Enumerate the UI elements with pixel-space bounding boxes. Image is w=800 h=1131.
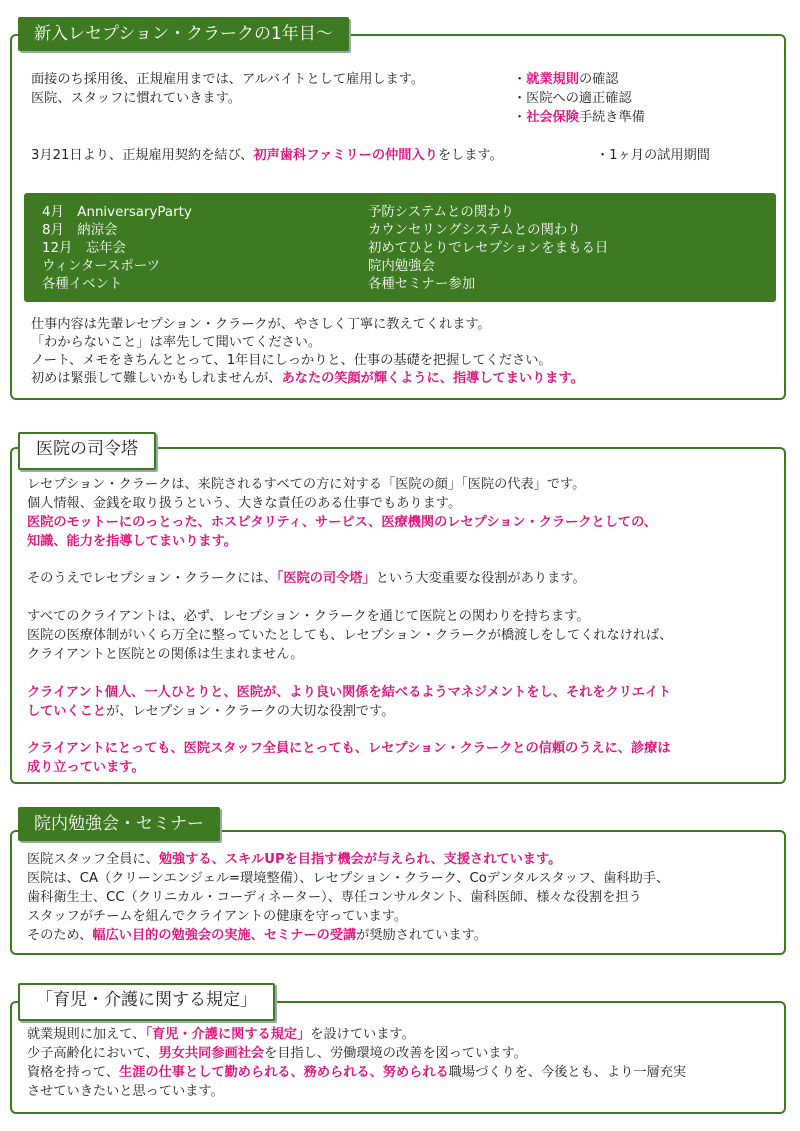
s4-line-2: 少子高齢化において、男女共同参画社会を目指し、労働環境の改善を図っています。: [27, 1046, 527, 1061]
command-center-highlight: 「医院の司令塔」: [276, 571, 376, 586]
s3-line-3: 歯科衛生士、CC（クリニカル・コーディネーター）、専任コンサルタント、歯科医師、様々な役割を担う: [27, 890, 642, 905]
s2-line-3: そのうえでレセプション・クラークには、「医院の司令塔」という大変重要な役割があります。: [27, 571, 586, 586]
career-highlight: 生涯の仕事として勤められる、務められる、努められる: [119, 1065, 449, 1080]
seminar-highlight: 幅広い目的の勉強会の実施、セミナーの受講: [92, 928, 357, 943]
event-item: カウンセリングシステムとの関わり: [368, 223, 581, 238]
section-first-year-title: 新入レセプション・クラークの1年目〜: [18, 17, 349, 51]
family-highlight: 初声歯科ファミリーの仲間入り: [253, 148, 438, 163]
s2-highlight-2: 知識、能力を指導してまいります。: [27, 534, 237, 549]
creating-highlight: していくこと: [27, 704, 107, 719]
s2-line-2: 個人情報、金銭を取り扱うという、大きな責任のある仕事でもあります。: [27, 496, 462, 511]
events-left-column: [42, 204, 192, 294]
event-item: ウィンタースポーツ: [42, 259, 160, 274]
section-command-center-title: 医院の司令塔: [18, 432, 156, 470]
s1-line-2: 医院、スタッフに慣れていきます。: [31, 91, 241, 106]
rules-highlight: 「育児・介護に関する規定」: [145, 1027, 311, 1042]
s1-para-4: 初めは緊張して難しいかもしれませんが、あなたの笑顔が輝くように、指導してまいります。: [31, 371, 584, 386]
s4-line-3: 資格を持って、生涯の仕事として勤められる、務められる、努められる職場づくりを、今後とも、より一層充実: [27, 1065, 687, 1080]
s3-line-2: 医院は、CA（クリーンエンジェル=環境整備）、レセプション・クラーク、Coデンタルスタッフ、歯科助手、: [27, 871, 670, 886]
s2-line-5: 医院の医療体制がいくら万全に整っていたとしても、レセプション・クラークが橋渡しをしてくれなければ、: [27, 628, 673, 643]
event-item: 4月 AnniversaryParty: [42, 205, 192, 220]
equality-highlight: 男女共同参画社会: [158, 1046, 265, 1061]
insurance-highlight: 社会保険: [526, 110, 579, 125]
smile-highlight: あなたの笑顔が輝くように、指導してまいります。: [281, 371, 584, 386]
s2-highlight-4: クライアントにとっても、医院スタッフ全員にとっても、レセプション・クラークとの信頼のうえに、診療は: [27, 741, 671, 756]
s1-trial-period: ・1ヶ月の試用期間: [596, 148, 710, 163]
s3-line-5: そのため、幅広い目的の勉強会の実施、セミナーの受講が奨励されています。: [27, 928, 487, 943]
s1-bullet-clinic-check: ・医院への適正確認: [513, 91, 632, 106]
s2-line-4: すべてのクライアントは、必ず、レセプション・クラークを通じて医院との関わりを持ちます。: [27, 609, 590, 624]
s1-para-1: 仕事内容は先輩レセプション・クラークが、やさしく丁寧に教えてくれます。: [31, 317, 491, 332]
s1-para-2: 「わからないこと」は率先して聞いてください。: [31, 335, 322, 350]
event-item: 各種イベント: [42, 277, 123, 292]
event-item: 各種セミナー参加: [368, 277, 476, 292]
s4-line-1: 就業規則に加えて、「育児・介護に関する規定」を設けています。: [27, 1027, 415, 1042]
s2-highlight-3: クライアント個人、一人ひとりと、医院が、より良い関係を結べるようマネジメントをし、それをクリエイト: [27, 685, 672, 700]
s2-highlight-5: 成り立っています。: [27, 760, 145, 775]
event-item: 12月 忘年会: [42, 241, 126, 256]
s3-line-1: 医院スタッフ全員に、勉強する、スキルUPを目指す機会が与えられ、支援されています。: [27, 852, 562, 867]
s1-contract-line: 3月21日より、正規雇用契約を結び、初声歯科ファミリーの仲間入りをします。: [31, 148, 503, 163]
work-rules-highlight: 就業規則: [526, 72, 579, 87]
s2-highlight-1: 医院のモットーにのっとった、ホスピタリティ、サービス、医療機関のレセプション・クラークとしての、: [27, 515, 657, 530]
event-item: 予防システムとの関わり: [368, 205, 514, 220]
s1-bullet-work-rules: ・就業規則の確認: [513, 72, 619, 87]
s3-line-4: スタッフがチームを組んでクライアントの健康を守っています。: [27, 909, 408, 924]
event-item: 院内勉強会: [368, 259, 435, 274]
event-item: 初めてひとりでレセプションをまもる日: [368, 241, 609, 256]
s4-line-4: させていきたいと思っています。: [27, 1084, 224, 1099]
event-item: 8月 納涼会: [42, 223, 118, 238]
s1-bullet-insurance: ・社会保険手続き準備: [513, 110, 645, 125]
study-highlight: 勉強する、スキルUPを目指す機会が与えられ、支援されています。: [158, 852, 562, 867]
section-childcare-rules-title: 「育児・介護に関する規定」: [18, 983, 275, 1021]
section-seminars-title: 院内勉強会・セミナー: [18, 807, 220, 841]
s1-para-3: ノート、メモをきちんととって、1年目にしっかりと、仕事の基礎を把握してください。: [31, 353, 552, 368]
s2-line-1: レセプション・クラークは、来院されるすべての方に対する「医院の顔」「医院の代表」です。: [27, 477, 586, 492]
s2-line-6: クライアントと医院との関係は生まれません。: [27, 647, 304, 662]
s1-line-1: 面接のち採用後、正規雇用までは、アルバイトとして雇用します。: [31, 72, 425, 87]
s1-events-panel: [24, 193, 776, 302]
events-right-column: [368, 204, 608, 294]
s2-line-7: していくことが、レセプション・クラークの大切な役割です。: [27, 704, 395, 719]
